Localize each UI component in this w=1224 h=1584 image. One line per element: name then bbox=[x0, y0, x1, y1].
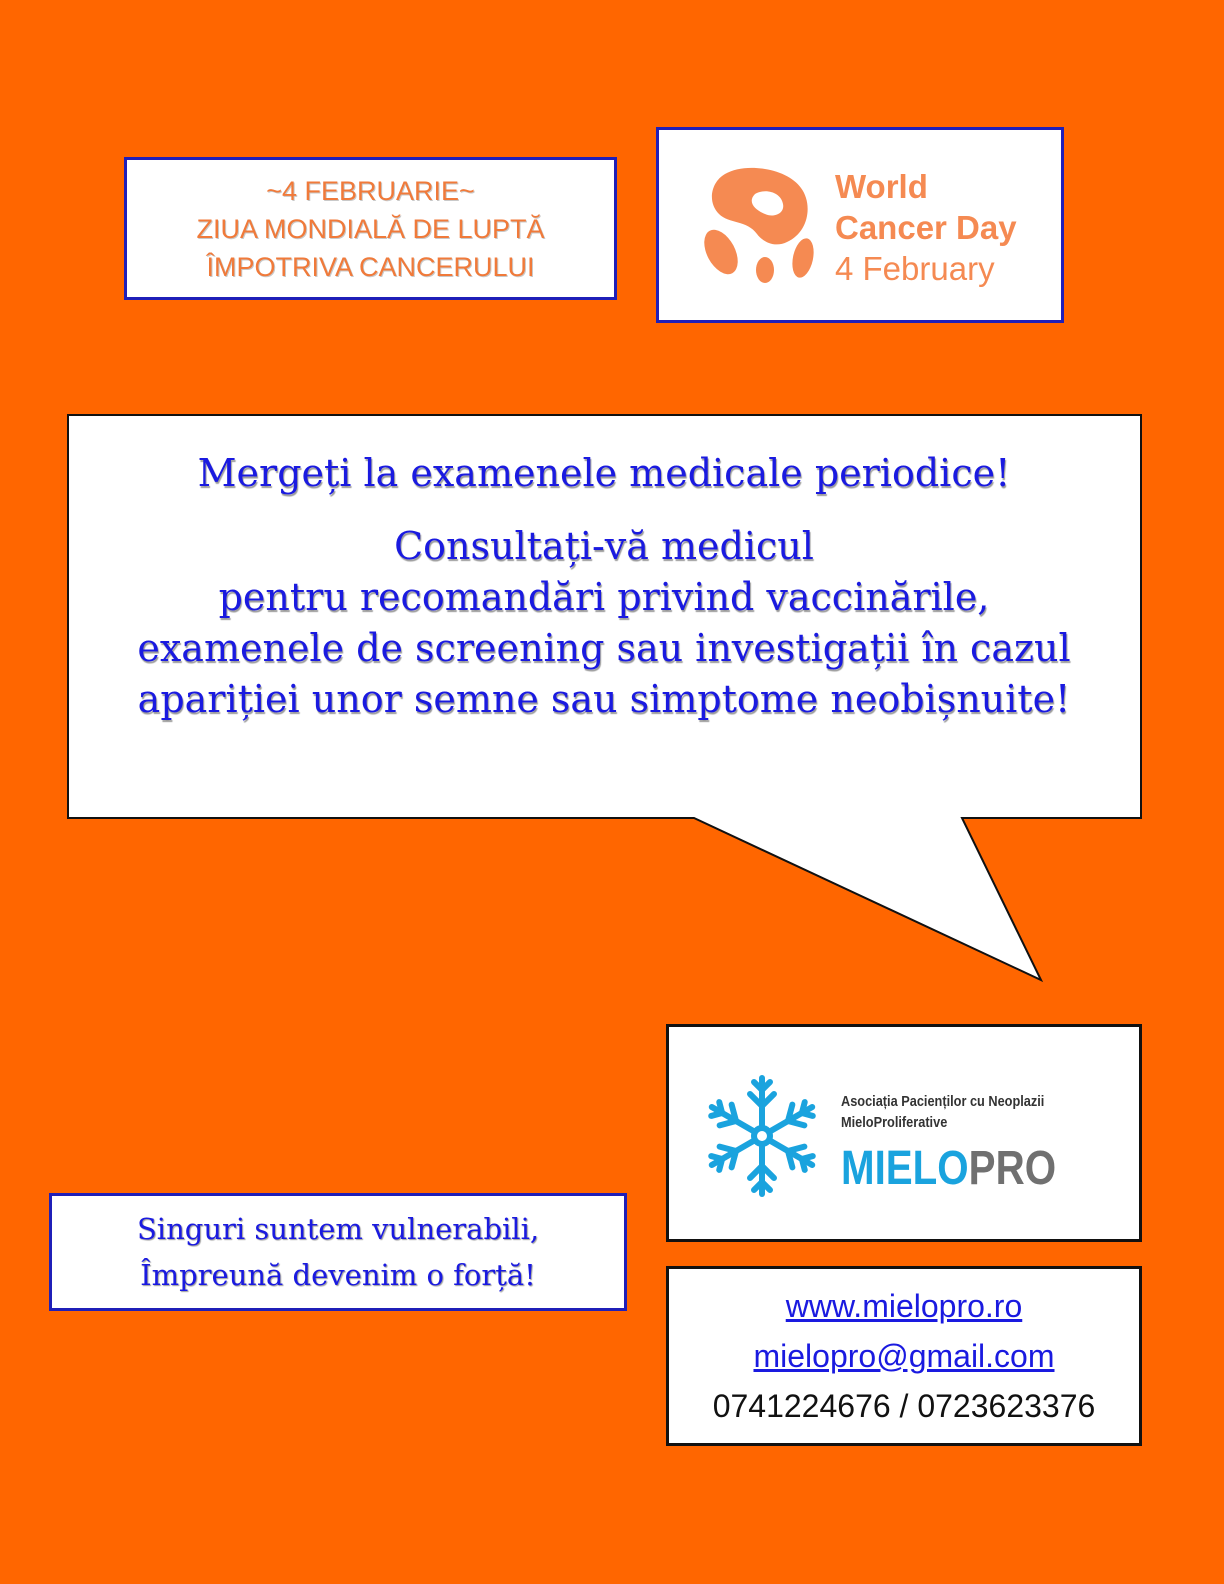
event-title-line2: ÎMPOTRIVA CANCERULUI bbox=[206, 251, 535, 282]
mielopro-logo bbox=[666, 1024, 1142, 1242]
wcd-date: 4 February bbox=[835, 250, 995, 287]
date-line: ~4 FEBRUARIE~ bbox=[266, 175, 475, 206]
event-title-line1: ZIUA MONDIALĂ DE LUPTĂ bbox=[196, 213, 545, 244]
bubble-line: Consultați-vă medicul bbox=[394, 524, 814, 568]
wcd-word-world: World bbox=[835, 168, 928, 205]
speech-bubble-text bbox=[68, 445, 1140, 725]
contact-box bbox=[666, 1266, 1142, 1446]
bubble-line: examenele de screening sau investigații în cazul bbox=[137, 626, 1071, 670]
brand-part-pro: PRO bbox=[968, 1142, 1057, 1195]
snowflake-icon bbox=[697, 1071, 827, 1201]
mielopro-wordmark bbox=[841, 1143, 1056, 1195]
wcd-word-cancer-day: Cancer Day bbox=[835, 209, 1017, 246]
bubble-line: apariției unor semne sau simptome neobișnuite! bbox=[137, 677, 1071, 721]
association-name-line1: Asociația Pacienților cu Neoplazii bbox=[841, 1093, 1045, 1110]
bubble-line: pentru recomandări privind vaccinările, bbox=[218, 575, 990, 619]
bubble-headline: Mergeți la examenele medicale periodice! bbox=[197, 451, 1011, 495]
motto-banner bbox=[49, 1193, 627, 1311]
website-link[interactable]: www.mielopro.ro bbox=[785, 1288, 1023, 1324]
association-name-line2: MieloProliferative bbox=[841, 1114, 948, 1131]
email-link[interactable]: mielopro@gmail.com bbox=[753, 1338, 1055, 1374]
motto-line2: Împreună devenim o forță! bbox=[140, 1258, 536, 1292]
association-name bbox=[841, 1091, 1044, 1133]
phone-numbers: 0741224676 / 0723623376 bbox=[712, 1388, 1096, 1424]
brand-part-mielo: MIELO bbox=[841, 1142, 969, 1195]
motto-line1: Singuri suntem vulnerabili, bbox=[136, 1212, 540, 1246]
